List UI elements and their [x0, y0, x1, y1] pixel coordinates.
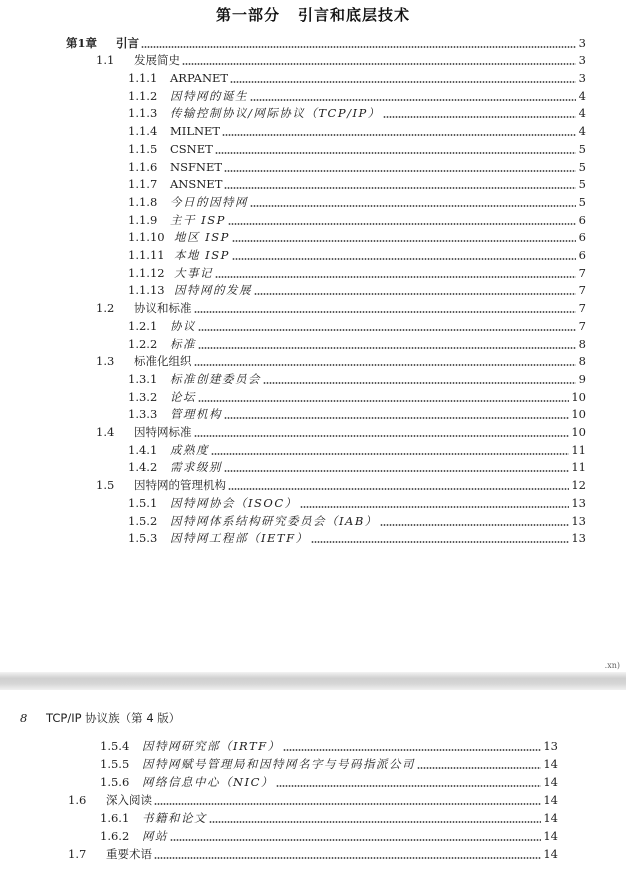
dot-leader — [230, 81, 576, 83]
entry-page: 5 — [578, 194, 586, 209]
toc-entry-subsection[interactable] — [100, 736, 558, 754]
dot-leader — [224, 417, 569, 419]
entry-title: 今日的因特网 — [170, 194, 248, 209]
entry-page: 14 — [543, 846, 558, 861]
toc-entry-subsection[interactable] — [128, 369, 586, 387]
entry-title: 协议 — [170, 318, 196, 333]
entry-number: 1.1.7 — [128, 177, 158, 192]
dot-leader — [250, 205, 576, 207]
entry-title: 传输控制协议/网际协议（TCP/IP） — [170, 106, 381, 121]
toc-page-bottom — [0, 690, 626, 872]
entry-page: 14 — [543, 792, 558, 807]
entry-page: 13 — [571, 513, 586, 528]
entry-page: 6 — [578, 230, 586, 245]
entry-number: 1.1.3 — [128, 106, 158, 121]
toc-entry-subsection[interactable] — [100, 754, 558, 772]
entry-title: 大事记 — [174, 265, 213, 280]
entry-page: 13 — [543, 738, 558, 753]
entry-page: 7 — [578, 283, 586, 298]
entry-number: 1.1.8 — [128, 194, 158, 209]
entry-number: 1.5.5 — [100, 756, 130, 771]
toc-entry-subsection[interactable] — [128, 139, 586, 157]
entry-page: 10 — [571, 407, 586, 422]
dot-leader — [182, 63, 576, 65]
dot-leader — [417, 767, 541, 769]
entry-title: 因特网的管理机构 — [134, 478, 226, 493]
running-head — [20, 710, 180, 726]
toc-entry-subsection[interactable] — [128, 493, 586, 511]
toc-entry-subsection[interactable] — [128, 104, 586, 122]
dot-leader — [228, 488, 569, 490]
toc-entry-subsection[interactable] — [128, 228, 586, 246]
dot-leader — [198, 400, 569, 402]
entry-title: 因特网协会（ISOC） — [170, 495, 298, 510]
toc-entry-subsection[interactable] — [128, 281, 586, 299]
entry-page: 6 — [578, 248, 586, 263]
toc-entry-section[interactable] — [96, 352, 586, 370]
dot-leader — [154, 857, 541, 859]
entry-page: 3 — [578, 71, 586, 86]
dot-leader — [215, 276, 576, 278]
entry-title: 协议和标准 — [134, 301, 192, 316]
entry-number: 1.1.6 — [128, 159, 158, 174]
dot-leader — [170, 839, 541, 841]
entry-number: 1.1.1 — [128, 71, 158, 86]
part-title — [0, 4, 626, 25]
entry-title: 地区 ISP — [174, 230, 230, 245]
dot-leader — [215, 152, 576, 154]
toc-entry-section[interactable] — [96, 476, 586, 494]
toc-entry-subsection[interactable] — [100, 826, 558, 844]
entry-title: 发展简史 — [134, 53, 180, 68]
entry-title: 引言 — [116, 35, 139, 50]
toc-entry-section[interactable] — [96, 299, 586, 317]
toc-entry-subsection[interactable] — [128, 175, 586, 193]
entry-page: 6 — [578, 212, 586, 227]
entry-number: 1.7 — [68, 846, 87, 861]
dot-leader — [224, 170, 576, 172]
entry-title: 管理机构 — [170, 407, 222, 422]
entry-page: 5 — [578, 141, 586, 156]
entry-title: 成熟度 — [170, 442, 209, 457]
dot-leader — [224, 187, 576, 189]
entry-title: ARPANET — [170, 71, 229, 86]
toc-entry-subsection[interactable] — [100, 808, 558, 826]
entry-number: 1.1.5 — [128, 141, 158, 156]
entry-number: 1.4 — [96, 425, 115, 440]
entry-number: 1.3.1 — [128, 371, 158, 386]
scan-edge-mark: .xn) — [604, 661, 620, 670]
entry-page: 13 — [571, 495, 586, 510]
entry-title: 标准创建委员会 — [170, 371, 261, 386]
entry-number: 1.2 — [96, 301, 115, 316]
entry-title: 因特网标准 — [134, 425, 192, 440]
toc-entry-subsection[interactable] — [128, 440, 586, 458]
entry-number: 1.1.11 — [128, 248, 165, 263]
dot-leader — [232, 258, 576, 260]
entry-page: 7 — [578, 265, 586, 280]
toc-entry-subsection[interactable] — [128, 192, 586, 210]
dot-leader — [194, 435, 570, 437]
dot-leader — [300, 506, 570, 508]
entry-page: 8 — [578, 336, 586, 351]
entry-title: ANSNET — [170, 177, 223, 192]
entry-page: 7 — [578, 301, 586, 316]
entry-number: 1.1.2 — [128, 88, 158, 103]
entry-title: 标准化组织 — [134, 354, 192, 369]
entry-number: 1.1.10 — [128, 230, 165, 245]
entry-page: 11 — [571, 442, 586, 457]
entry-title: NSFNET — [170, 159, 223, 174]
dot-leader — [194, 311, 577, 313]
toc-entry-subsection[interactable] — [128, 245, 586, 263]
toc-entry-subsection[interactable] — [128, 334, 586, 352]
entry-page: 10 — [571, 389, 586, 404]
entry-number: 1.6 — [68, 792, 87, 807]
entry-page: 4 — [578, 88, 586, 103]
entry-number: 1.3.2 — [128, 389, 158, 404]
entry-title: 重要术语 — [106, 846, 152, 861]
dot-leader — [254, 293, 576, 295]
entry-page: 10 — [571, 425, 586, 440]
entry-title: 深入阅读 — [106, 792, 152, 807]
toc-entry-chapter-1[interactable] — [66, 33, 586, 51]
entry-title: 因特网的诞生 — [170, 88, 248, 103]
toc-entry-subsection[interactable] — [128, 122, 586, 140]
entry-page: 4 — [578, 124, 586, 139]
toc-entry-subsection[interactable] — [128, 210, 586, 228]
entry-title: 论坛 — [170, 389, 196, 404]
part-title-text: 引言和底层技术 — [298, 6, 411, 24]
entry-number: 1.5.4 — [100, 738, 130, 753]
toc-entry-subsection[interactable] — [128, 405, 586, 423]
toc-entry-section[interactable] — [68, 844, 558, 862]
dot-leader — [276, 785, 541, 787]
dot-leader — [311, 541, 570, 543]
dot-leader — [194, 364, 577, 366]
entry-page: 14 — [543, 756, 558, 771]
dot-leader — [380, 524, 570, 526]
entry-title: CSNET — [170, 141, 213, 156]
entry-number: 1.1.9 — [128, 212, 158, 227]
running-head-page-number: 8 — [20, 711, 28, 725]
toc-entry-subsection[interactable] — [128, 68, 586, 86]
entry-number: 1.6.1 — [100, 810, 130, 825]
entry-title: 网络信息中心（NIC） — [142, 774, 274, 789]
entry-title: 因特网研究部（IRTF） — [142, 738, 281, 753]
dot-leader — [141, 46, 576, 48]
entry-number: 1.3.3 — [128, 407, 158, 422]
entry-number: 1.1.12 — [128, 265, 165, 280]
entry-page: 9 — [578, 371, 586, 386]
toc-entry-subsection[interactable] — [100, 772, 558, 790]
toc-entry-section[interactable] — [96, 422, 586, 440]
entry-page: 5 — [578, 177, 586, 192]
entry-title: 网站 — [142, 828, 168, 843]
entry-number: 1.3 — [96, 354, 115, 369]
dot-leader — [198, 347, 576, 349]
entry-title: 因特网赋号管理局和因特网名字与号码指派公司 — [142, 756, 415, 771]
dot-leader — [198, 329, 576, 331]
dot-leader — [383, 116, 576, 118]
entry-page: 3 — [578, 35, 586, 50]
dot-leader — [263, 382, 576, 384]
entry-number: 1.6.2 — [100, 828, 130, 843]
entry-number: 1.4.1 — [128, 442, 158, 457]
dot-leader — [211, 453, 569, 455]
toc-entry-subsection[interactable] — [128, 316, 586, 334]
entry-title: 因特网工程部（IETF） — [170, 531, 309, 546]
entry-number: 1.1 — [96, 53, 115, 68]
toc-entry-section[interactable] — [68, 790, 558, 808]
entry-number: 1.2.1 — [128, 318, 158, 333]
toc-entry-subsection[interactable] — [128, 458, 586, 476]
entry-title: 因特网体系结构研究委员会（IAB） — [170, 513, 378, 528]
toc-entry-subsection[interactable] — [128, 529, 586, 547]
entry-page: 5 — [578, 159, 586, 174]
entry-number: 1.5.1 — [128, 495, 158, 510]
part-title-number: 第一部分 — [215, 6, 280, 24]
entry-number: 1.5 — [96, 478, 115, 493]
entry-page: 3 — [578, 53, 586, 68]
entry-title: 主干 ISP — [170, 212, 226, 227]
dot-leader — [154, 803, 541, 805]
entry-number: 1.5.3 — [128, 531, 158, 546]
entry-number: 1.5.6 — [100, 774, 130, 789]
entry-title: MILNET — [170, 124, 221, 139]
entry-page: 14 — [543, 810, 558, 825]
toc-entry-subsection[interactable] — [128, 157, 586, 175]
entry-page: 8 — [578, 354, 586, 369]
entry-title: 需求级别 — [170, 460, 222, 475]
running-head-book-title: TCP/IP 协议族（第 4 版） — [46, 711, 181, 725]
entry-number: 1.2.2 — [128, 336, 158, 351]
entry-title: 书籍和论文 — [142, 810, 207, 825]
entry-page: 11 — [571, 460, 586, 475]
entry-number: 第1章 — [66, 35, 98, 50]
dot-leader — [232, 240, 576, 242]
entry-page: 4 — [578, 106, 586, 121]
dot-leader — [283, 749, 542, 751]
entry-number: 1.1.4 — [128, 124, 158, 139]
entry-title: 因特网的发展 — [174, 283, 252, 298]
entry-title: 本地 ISP — [174, 248, 230, 263]
entry-page: 12 — [571, 478, 586, 493]
entry-page: 14 — [543, 828, 558, 843]
entry-title: 标准 — [170, 336, 196, 351]
toc-entry-subsection[interactable] — [128, 263, 586, 281]
toc-entry-subsection[interactable] — [128, 387, 586, 405]
entry-page: 13 — [571, 531, 586, 546]
entry-number: 1.1.13 — [128, 283, 165, 298]
dot-leader — [228, 223, 576, 225]
entry-number: 1.5.2 — [128, 513, 158, 528]
toc-entry-subsection[interactable] — [128, 511, 586, 529]
page-separator — [0, 672, 626, 690]
dot-leader — [209, 821, 541, 823]
entry-page: 14 — [543, 774, 558, 789]
entry-page: 7 — [578, 318, 586, 333]
toc-entry-section[interactable] — [96, 51, 586, 69]
dot-leader — [250, 99, 576, 101]
dot-leader — [222, 134, 576, 136]
toc-entry-subsection[interactable] — [128, 86, 586, 104]
dot-leader — [224, 470, 569, 472]
entry-number: 1.4.2 — [128, 460, 158, 475]
